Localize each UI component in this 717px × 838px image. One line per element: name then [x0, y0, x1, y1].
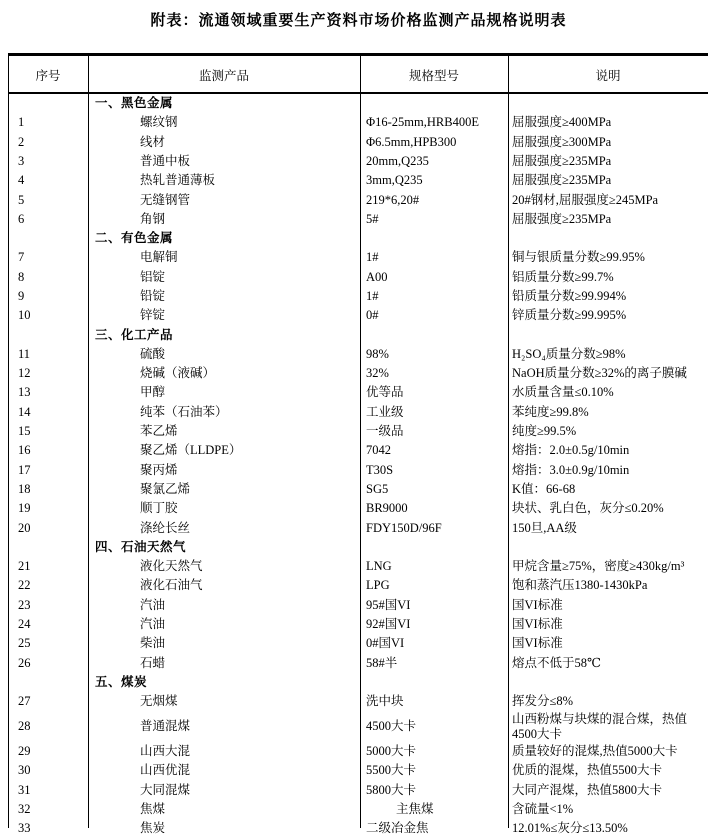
- table-row: [8, 596, 708, 615]
- product-cell: 汽油: [140, 617, 166, 632]
- table-row: [8, 94, 708, 113]
- spec-cell: 58#半: [366, 655, 398, 670]
- table-row: [8, 171, 708, 190]
- table-row: [8, 306, 708, 325]
- row-number: 22: [18, 578, 31, 593]
- desc-cell: 熔指：3.0±0.9g/10min: [512, 462, 630, 477]
- table-row: [8, 499, 708, 518]
- table-row: [8, 345, 708, 364]
- row-number: 32: [18, 801, 31, 816]
- table-row: [8, 538, 708, 557]
- spec-cell: T30S: [366, 462, 394, 477]
- spec-cell: BR9000: [366, 501, 408, 516]
- desc-cell: 熔点不低于58℃: [512, 655, 601, 670]
- table-top-rule: [8, 53, 708, 56]
- spec-cell: SG5: [366, 481, 389, 496]
- spec-cell: 主焦煤: [396, 801, 434, 816]
- table-row: [8, 268, 708, 287]
- product-cell: 焦炭: [140, 821, 166, 836]
- product-cell: 无缝钢管: [140, 192, 191, 207]
- row-number: 12: [18, 366, 31, 381]
- row-number: 27: [18, 694, 31, 709]
- product-cell: 一、黑色金属: [95, 96, 174, 111]
- spec-cell: FDY150D/96F: [366, 520, 442, 535]
- product-cell: 无烟煤: [140, 694, 178, 709]
- row-number: 29: [18, 744, 31, 759]
- desc-cell: 屈服强度≥300MPa: [512, 134, 612, 149]
- product-cell: 螺纹钢: [140, 115, 178, 130]
- desc-cell: 12.01%≤灰分≤13.50%: [512, 821, 628, 836]
- desc-cell: 铜与银质量分数≥99.95%: [512, 250, 645, 265]
- table-body: [8, 94, 708, 838]
- table-row: [8, 819, 708, 838]
- table-row: [8, 519, 708, 538]
- product-cell: 铅锭: [140, 288, 166, 303]
- row-number: 1: [18, 115, 25, 130]
- table-row: [8, 403, 708, 422]
- row-number: 25: [18, 636, 31, 651]
- desc-cell: 大同产混煤，热值5800大卡: [512, 782, 663, 797]
- spec-cell: 5000大卡: [366, 744, 417, 759]
- desc-cell: 山西粉煤与块煤的混合煤，热值4500大卡: [512, 711, 688, 741]
- table-row: [8, 761, 708, 780]
- product-cell: 四、石油天然气: [95, 539, 187, 554]
- spec-cell: 1#: [366, 288, 379, 303]
- table-row: [8, 248, 708, 267]
- product-cell: 山西大混: [140, 744, 191, 759]
- row-number: 14: [18, 404, 31, 419]
- spec-cell: 20mm,Q235: [366, 153, 429, 168]
- spec-cell: A00: [366, 269, 388, 284]
- desc-cell: 20#钢材,屈服强度≥245MPa: [512, 192, 659, 207]
- product-cell: 汽油: [140, 597, 166, 612]
- table-row: [8, 229, 708, 248]
- desc-cell: 块状、乳白色，灰分≤0.20%: [512, 501, 664, 516]
- row-number: 21: [18, 559, 31, 574]
- desc-cell: 屈服强度≥235MPa: [512, 153, 612, 168]
- spec-cell: 5500大卡: [366, 763, 417, 778]
- product-cell: 电解铜: [140, 250, 178, 265]
- row-number: 5: [18, 192, 25, 207]
- desc-cell: 铅质量分数≥99.994%: [512, 288, 627, 303]
- spec-cell: 5800大卡: [366, 782, 417, 797]
- table-row: [8, 113, 708, 132]
- table-row: [8, 441, 708, 460]
- row-number: 23: [18, 597, 31, 612]
- spec-cell: Φ16-25mm,HRB400E: [366, 115, 479, 130]
- spec-cell: 219*6,20#: [366, 192, 420, 207]
- column-header-spec: 规格型号: [408, 69, 459, 83]
- row-number: 13: [18, 385, 31, 400]
- spec-cell: LPG: [366, 578, 390, 593]
- desc-cell: 150旦,AA级: [512, 520, 577, 535]
- spec-cell: 5#: [366, 211, 379, 226]
- product-cell: 纯苯（石油苯）: [140, 404, 228, 419]
- row-number: 10: [18, 308, 31, 323]
- desc-cell: 屈服强度≥235MPa: [512, 173, 612, 188]
- table-row: [8, 654, 708, 673]
- row-number: 18: [18, 481, 31, 496]
- table-row: [8, 364, 708, 383]
- row-number: 8: [18, 269, 25, 284]
- desc-cell: 优质的混煤，热值5500大卡: [512, 763, 663, 778]
- row-number: 28: [18, 719, 31, 734]
- row-number: 20: [18, 520, 31, 535]
- spec-cell: 98%: [366, 346, 389, 361]
- desc-cell: 国VI标准: [512, 636, 563, 651]
- row-number: 15: [18, 424, 31, 439]
- table-row: [8, 326, 708, 345]
- product-cell: 热轧普通薄板: [140, 173, 216, 188]
- spec-cell: 洗中块: [366, 694, 404, 709]
- desc-cell: 屈服强度≥235MPa: [512, 211, 612, 226]
- product-cell: 石蜡: [140, 655, 166, 670]
- table-row: [8, 692, 708, 711]
- table-row: [8, 615, 708, 634]
- spec-cell: 1#: [366, 250, 379, 265]
- product-cell: 聚丙烯: [140, 462, 178, 477]
- desc-cell: 国VI标准: [512, 617, 563, 632]
- desc-cell: 国VI标准: [512, 597, 563, 612]
- table-row: [8, 480, 708, 499]
- table-row: [8, 190, 708, 209]
- spec-cell: 0#国VI: [366, 636, 405, 651]
- row-number: 7: [18, 250, 25, 265]
- product-cell: 普通混煤: [140, 719, 191, 734]
- product-cell: 烧碱（液碱）: [140, 366, 216, 381]
- row-number: 2: [18, 134, 25, 149]
- spec-cell: 4500大卡: [366, 719, 417, 734]
- desc-cell: 纯度≥99.5%: [512, 424, 577, 439]
- row-number: 6: [18, 211, 25, 226]
- desc-cell: NaOH质量分数≥32%的离子膜碱: [512, 366, 687, 381]
- spec-cell: 0#: [366, 308, 379, 323]
- desc-cell: H₂SO₄质量分数≥98%: [512, 346, 626, 361]
- spec-cell: 二级冶金焦: [366, 821, 429, 836]
- desc-cell: 熔指：2.0±0.5g/10min: [512, 443, 630, 458]
- spec-cell: 一级品: [366, 424, 404, 439]
- spec-cell: 95#国VI: [366, 597, 411, 612]
- table-row: [8, 781, 708, 800]
- row-number: 9: [18, 288, 25, 303]
- row-number: 30: [18, 763, 31, 778]
- table-row: [8, 557, 708, 576]
- spec-cell: 工业级: [366, 404, 404, 419]
- product-cell: 苯乙烯: [140, 424, 178, 439]
- table-row: [8, 152, 708, 171]
- table-row: [8, 712, 708, 743]
- spec-cell: LNG: [366, 559, 392, 574]
- page-title: 附表：流通领域重要生产资料市场价格监测产品规格说明表: [150, 13, 567, 29]
- product-cell: 三、化工产品: [95, 327, 174, 342]
- product-cell: 聚乙烯（LLDPE）: [140, 443, 242, 458]
- column-header-no: 序号: [35, 69, 61, 83]
- table-row: [8, 287, 708, 306]
- table-row: [8, 133, 708, 152]
- desc-cell: 屈服强度≥400MPa: [512, 115, 612, 130]
- row-number: 33: [18, 821, 31, 836]
- table-row: [8, 742, 708, 761]
- product-cell: 大同混煤: [140, 782, 191, 797]
- product-cell: 角钢: [140, 211, 166, 226]
- desc-cell: 苯纯度≥99.8%: [512, 404, 589, 419]
- table-row: [8, 800, 708, 819]
- desc-cell: 水质量含量≤0.10%: [512, 385, 614, 400]
- spec-cell: 7042: [366, 443, 391, 458]
- table-row: [8, 634, 708, 653]
- desc-cell: 铝质量分数≥99.7%: [512, 269, 614, 284]
- product-cell: 聚氯乙烯: [140, 481, 191, 496]
- table-row: [8, 576, 708, 595]
- spec-cell: 32%: [366, 366, 389, 381]
- column-header-desc: 说明: [595, 69, 621, 83]
- desc-cell: 质量较好的混煤,热值5000大卡: [512, 744, 678, 759]
- product-cell: 焦煤: [140, 801, 166, 816]
- row-number: 4: [18, 173, 25, 188]
- row-number: 31: [18, 782, 31, 797]
- product-cell: 二、有色金属: [95, 231, 174, 246]
- table-row: [8, 673, 708, 692]
- desc-cell: 挥发分≤8%: [512, 694, 574, 709]
- table-row: [8, 461, 708, 480]
- product-cell: 甲醇: [140, 385, 166, 400]
- row-number: 26: [18, 655, 31, 670]
- product-cell: 普通中板: [140, 153, 191, 168]
- spec-cell: 优等品: [366, 385, 404, 400]
- desc-cell: 甲烷含量≥75%，密度≥430kg/m³: [512, 559, 685, 574]
- spec-cell: 3mm,Q235: [366, 173, 423, 188]
- product-cell: 柴油: [140, 636, 166, 651]
- table-row: [8, 210, 708, 229]
- product-cell: 顺丁胶: [140, 501, 178, 516]
- product-cell: 液化天然气: [140, 559, 203, 574]
- desc-cell: 含硫量<1%: [512, 801, 574, 816]
- product-cell: 铝锭: [140, 269, 166, 284]
- product-cell: 山西优混: [140, 763, 191, 778]
- row-number: 3: [18, 153, 25, 168]
- desc-cell: 锌质量分数≥99.995%: [512, 308, 627, 323]
- product-cell: 五、煤炭: [95, 674, 148, 689]
- product-cell: 液化石油气: [140, 578, 203, 593]
- row-number: 16: [18, 443, 31, 458]
- table-row: [8, 422, 708, 441]
- product-cell: 线材: [140, 134, 166, 149]
- table-row: [8, 383, 708, 402]
- column-header-product: 监测产品: [198, 69, 249, 83]
- desc-cell: K值：66-68: [512, 481, 576, 496]
- product-cell: 锌锭: [140, 308, 166, 323]
- spec-cell: Φ6.5mm,HPB300: [366, 134, 457, 149]
- row-number: 11: [18, 346, 31, 361]
- product-cell: 涤纶长丝: [140, 520, 191, 535]
- desc-cell: 饱和蒸汽压1380-1430kPa: [512, 578, 648, 593]
- row-number: 24: [18, 617, 31, 632]
- row-number: 17: [18, 462, 31, 477]
- spec-cell: 92#国VI: [366, 617, 411, 632]
- product-cell: 硫酸: [140, 346, 166, 361]
- row-number: 19: [18, 501, 31, 516]
